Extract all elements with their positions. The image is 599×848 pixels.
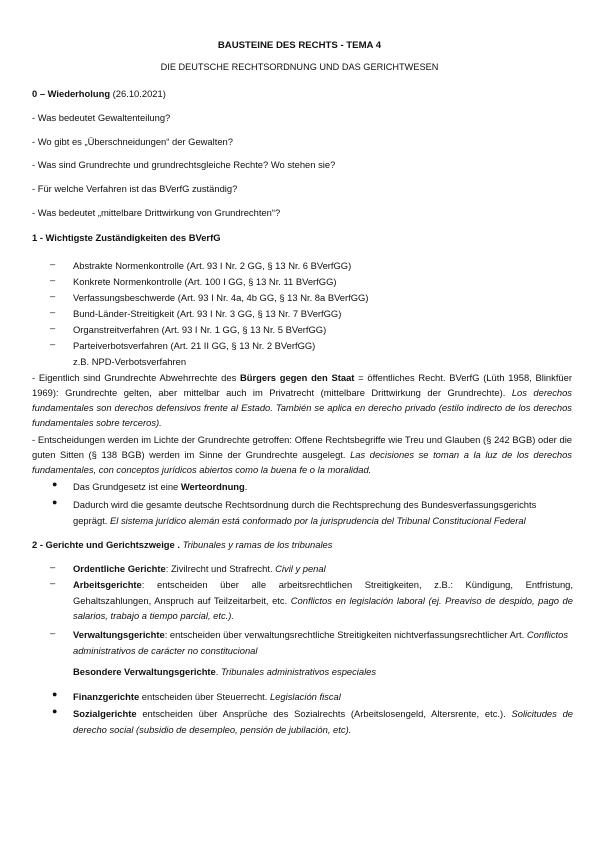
dash-icon: –	[50, 338, 56, 349]
text-run: - Eigentlich sind Grundrechte Abwehrrechte des	[32, 372, 241, 383]
bullet-rechtsprechung	[73, 497, 573, 528]
text-run-bold: Ordentliche Gerichte	[73, 563, 166, 574]
text-run-spanish: Legislación fiscal	[269, 691, 341, 702]
bullet-icon: ●	[52, 479, 58, 489]
bullet-icon: ●	[52, 706, 58, 716]
section1-heading: 1 - Wichtigste Zuständigkeiten des BVerfG	[32, 232, 221, 243]
dash-icon: –	[50, 561, 56, 572]
dash-icon: –	[50, 290, 56, 301]
court-verwaltungsgerichte	[73, 627, 573, 658]
text-run-spanish: Civil y penal	[275, 563, 326, 574]
court-arbeitsgerichte	[73, 577, 573, 624]
dash-icon: –	[50, 306, 56, 317]
text-run-spanish: Los derechos fundamentales son derechos defensivos frente al Estado. También se aplica en derecho privado (estilo indirecto de los derechos fundamentales sobre terceros).	[32, 387, 572, 428]
text-run-bold: Verwaltungsgerichte	[73, 629, 165, 640]
text-run: : entscheiden über alle arbeitsrechtlichen Streitigkeiten, z.B.: Kündigung, Entfristung, Gehaltszahlungen, Anspruch auf Teilzeitarbeit, etc.	[73, 579, 573, 606]
text-run-bold: Bürgers gegen den Staat	[240, 372, 355, 383]
section0-heading	[32, 86, 572, 101]
text-run: : entscheiden über verwaltungsrechtliche Streitigkeiten nichtverfassungsrechtlicher Art.	[164, 629, 527, 640]
text-run-bold: Finanzgerichte	[73, 691, 140, 702]
text-run: entscheiden über Ansprüche des Sozialrechts (Arbeitslosengeld, Altersrente, etc.).	[136, 708, 512, 719]
question-1: - Was bedeutet Gewaltenteilung?	[32, 112, 171, 123]
section2-title: 2 - Gerichte und Gerichtszweige .	[32, 539, 183, 550]
dash-icon: –	[50, 274, 56, 285]
question-4: - Für welche Verfahren ist das BVerfG zuständig?	[32, 183, 238, 194]
text-run-spanish: Las decisiones se toman a la luz de los derechos fundamentales, con conceptos jurídicos abiertos como la buena fe o la moralidad.	[32, 449, 572, 475]
text-run: .	[215, 666, 221, 677]
text-run-spanish: Solicitudes de derecho social (subsidio de desempleo, pensión de jubilación, etc).	[73, 708, 574, 735]
text-run-spanish: El sistema jurídico alemán está conformado por la jurisprudencia del Tribunal Constitucional Federal	[110, 514, 526, 526]
bullet-icon: ●	[52, 689, 58, 699]
bullet-werteordnung	[73, 479, 573, 495]
dash-icon: –	[50, 322, 56, 333]
section2-title-spanish: Tribunales y ramas de los tribunales	[182, 539, 333, 550]
document-title: BAUSTEINE DES RECHTS - TEMA 4	[217, 40, 382, 51]
court-ordentliche	[73, 561, 573, 577]
competence-item: Bund-Länder-Streitigkeit (Art. 93 I Nr. 3 GG, § 13 Nr. 7 BVerfGG)	[73, 308, 342, 319]
text-run-spanish: Tribunales administrativos especiales	[220, 666, 377, 677]
dash-icon: –	[50, 258, 56, 269]
section0-date: (26.10.2021)	[110, 88, 166, 99]
text-run-bold: Sozialgerichte	[73, 708, 137, 719]
paragraph-abwehrrechte	[32, 370, 572, 430]
text-run-bold: Besondere Verwaltungsgerichte	[73, 666, 216, 677]
section2-heading	[32, 537, 572, 552]
competence-item: Abstrakte Normenkontrolle (Art. 93 I Nr. 2 GG, § 13 Nr. 6 BVerfGG)	[73, 260, 352, 271]
text-run: entscheiden über Steuerrecht.	[139, 691, 270, 702]
text-run: .	[244, 481, 248, 492]
question-2: - Wo gibt es „Überschneidungen“ der Gewalten?	[32, 136, 233, 147]
dash-icon: –	[50, 577, 56, 588]
question-3: - Was sind Grundrechte und grundrechtsgleiche Rechte? Wo stehen sie?	[32, 159, 336, 170]
competence-item: Organstreitverfahren (Art. 93 I Nr. 1 GG, § 13 Nr. 5 BVerfGG)	[73, 324, 327, 335]
court-finanzgerichte	[73, 689, 573, 705]
text-run: Dadurch wird die gesamte deutsche Rechtsordnung durch die Rechtsprechung des Bundesverfassungsgerichts geprägt.	[73, 499, 537, 526]
paragraph-entscheidungen	[32, 432, 572, 477]
competence-item: Parteiverbotsverfahren (Art. 21 II GG, § 13 Nr. 2 BVerfGG)	[73, 340, 316, 351]
competence-item: Konkrete Normenkontrolle (Art. 100 I GG, § 13 Nr. 11 BVerfGG)	[73, 276, 337, 287]
bullet-icon: ●	[52, 497, 58, 507]
section0-title: 0 – Wiederholung	[32, 88, 111, 99]
text-run: Das Grundgesetz ist eine	[73, 481, 181, 492]
text-run-spanish: Conflictos administrativos de carácter no constitucional	[73, 629, 569, 656]
text-run: - Entscheidungen werden im Lichte der Grundrechte getroffen: Offene Rechtsbegriffe wie Treu und Glauben (§ 242 BGB) oder die guten Sitten (§ 138 BGB) werden im Sinne der Grundrechte ausgelegt.	[32, 434, 572, 460]
court-sozialgerichte	[73, 706, 573, 737]
question-5: - Was bedeutet „mittelbare Drittwirkung von Grundrechten“?	[32, 207, 281, 218]
text-run: = öffentliches Recht. BVerfG (Lüth 1958, Blinkfüer 1969): Grundrechte gelten, aber mittelbar auch im Privatrecht (mittelbare Drittwirkung der Grundrechte).	[32, 372, 572, 398]
competence-item: Verfassungsbeschwerde (Art. 93 I Nr. 4a, 4b GG, § 13 Nr. 8a BVerfGG)	[73, 292, 369, 303]
text-run-bold: Werteordnung	[180, 481, 245, 492]
example-note: z.B. NPD-Verbotsverfahren	[73, 356, 187, 367]
text-run-spanish: Conflictos en legislación laboral (ej. Preaviso de despido, pago de salarios, trabajo a tiempo parcial, etc.).	[73, 594, 573, 621]
dash-icon: –	[50, 627, 56, 638]
text-run-bold: Arbeitsgerichte	[73, 579, 142, 590]
text-run: : Zivilrecht und Strafrecht.	[165, 563, 276, 574]
special-courts-heading	[73, 664, 573, 680]
document-subtitle: DIE DEUTSCHE RECHTSORDNUNG UND DAS GERICHTWESEN	[160, 62, 439, 72]
